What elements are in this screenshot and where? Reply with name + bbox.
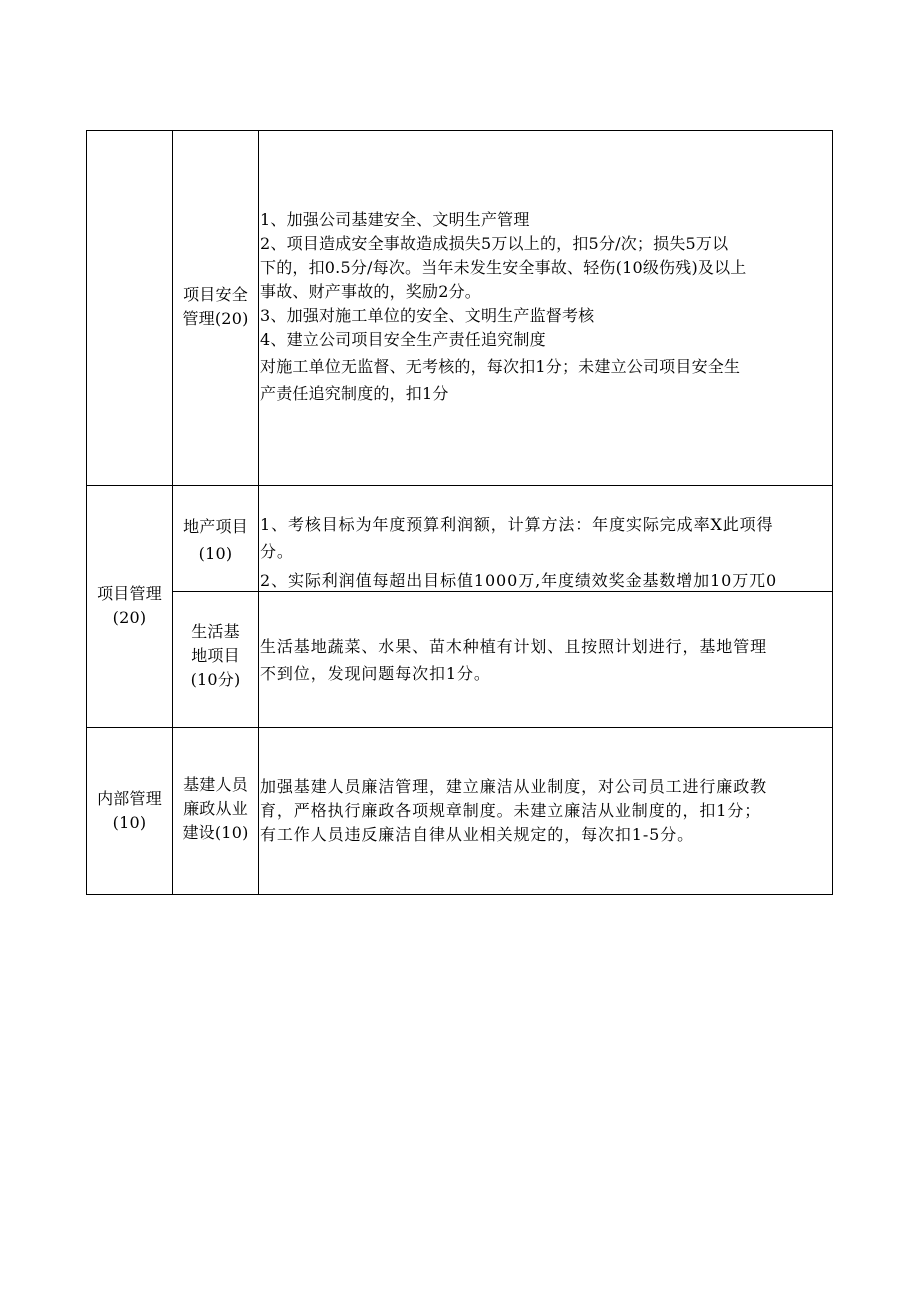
item-line: 基建人员 bbox=[183, 775, 248, 794]
category-line: 内部管理 bbox=[97, 789, 162, 808]
item-line: (10分) bbox=[190, 670, 241, 689]
criteria-line: 育，严格执行廉政各项规章制度。未建立廉洁从业制度的，扣1分； bbox=[260, 801, 762, 820]
criteria-line: 分。 bbox=[260, 542, 294, 561]
criteria-cell bbox=[260, 635, 767, 686]
category-cell bbox=[87, 582, 172, 630]
criteria-line: 1、考核目标为年度预算利润额，计算方法：年度实际完成率X此项得 bbox=[260, 515, 774, 534]
item-cell bbox=[173, 620, 258, 692]
criteria-cell bbox=[260, 513, 777, 593]
category-line: (10) bbox=[112, 813, 147, 832]
item-line: 管理(20) bbox=[182, 309, 249, 328]
category-line: 项目管理 bbox=[97, 584, 162, 603]
item-line: 建设(10) bbox=[182, 823, 249, 842]
criteria-line: 生活基地蔬菜、水果、苗木种植有计划、且按照计划进行，基地管理 bbox=[260, 637, 768, 656]
category-line: (20) bbox=[112, 608, 147, 627]
item-line: 地产项目 bbox=[183, 517, 248, 536]
table-border-top bbox=[86, 130, 833, 131]
criteria-line: 1、加强公司基建安全、文明生产管理 bbox=[260, 210, 530, 229]
category-cell bbox=[87, 787, 172, 835]
criteria-line: 2、实际利润值每超出目标值1000万,年度绩效奖金基数增加10万兀0 bbox=[260, 571, 778, 590]
table-border-left bbox=[86, 130, 87, 895]
criteria-line: 有工作人员违反廉洁自律从业相关规定的，每次扣1-5分。 bbox=[260, 825, 695, 844]
item-cell bbox=[173, 283, 258, 331]
item-line: 项目安全 bbox=[183, 285, 248, 304]
item-line: 生活基 bbox=[191, 622, 240, 641]
criteria-line: 事故、财产事故的，奖励2分。 bbox=[260, 282, 481, 301]
table-border-right bbox=[832, 130, 833, 895]
criteria-line: 2、项目造成安全事故造成损失5万以上的，扣5分/次；损失5万以 bbox=[260, 234, 729, 253]
item-line: (10) bbox=[198, 544, 233, 563]
table-border-bottom bbox=[86, 894, 833, 895]
item-cell bbox=[173, 515, 258, 566]
criteria-line: 不到位，发现问题每次扣1分。 bbox=[260, 664, 491, 683]
row-divider-project bbox=[86, 727, 833, 728]
criteria-line: 4、建立公司项目安全生产责任追究制度 bbox=[260, 330, 546, 349]
criteria-cell bbox=[260, 208, 746, 406]
item-line: 地项目 bbox=[191, 646, 240, 665]
criteria-line: 加强基建人员廉洁管理，建立廉洁从业制度，对公司员工进行廉政教 bbox=[260, 777, 768, 796]
assessment-table bbox=[86, 130, 833, 895]
column-divider-2 bbox=[258, 130, 259, 895]
criteria-line: 对施工单位无监督、无考核的，每次扣1分；未建立公司项目安全生 bbox=[260, 357, 741, 376]
criteria-line: 下的，扣0.5分/每次。当年未发生安全事故、轻伤(10级伤残)及以上 bbox=[260, 258, 747, 277]
row-divider-safety bbox=[86, 485, 833, 486]
item-line: 廉政从业 bbox=[183, 799, 248, 818]
criteria-line: 3、加强对施工单位的安全、文明生产监督考核 bbox=[260, 306, 595, 325]
item-cell bbox=[173, 773, 258, 845]
criteria-line: 产责任追究制度的，扣1分 bbox=[260, 384, 449, 403]
criteria-cell bbox=[260, 775, 767, 847]
